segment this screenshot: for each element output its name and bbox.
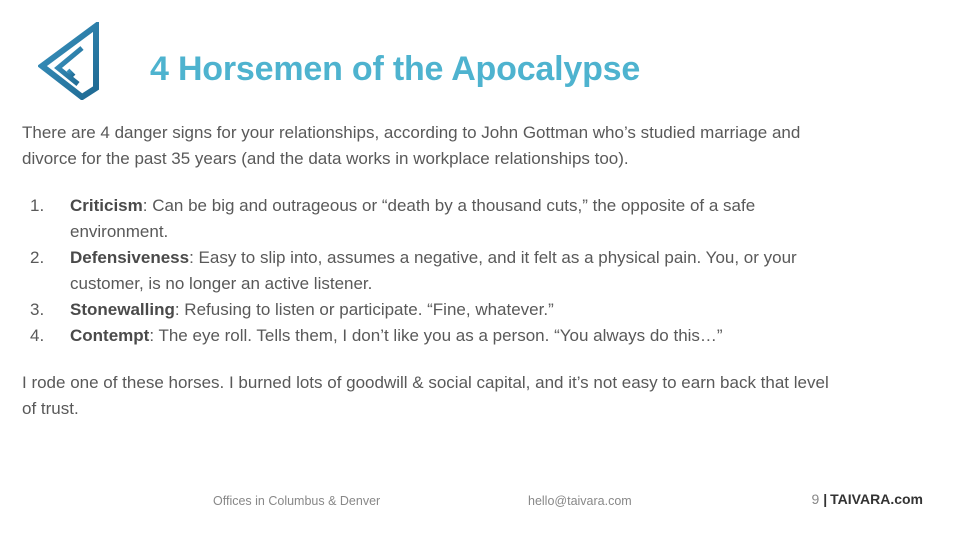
list-text: : Can be big and outrageous or “death by a thousand cuts,” the opposite of a safe environment. (70, 196, 756, 241)
list-term: Defensiveness (70, 248, 190, 267)
closing-paragraph: I rode one of these horses. I burned lots of goodwill & social capital, and it’s not easy to earn back that level of trust. (22, 373, 829, 418)
brand-link[interactable]: TAIVARA.com (830, 491, 923, 507)
list-item (22, 297, 842, 323)
footer-offices: Offices in Columbus & Denver (213, 494, 381, 508)
horsemen-list (22, 193, 842, 349)
footer-brand (811, 491, 923, 507)
taivara-logo-icon (38, 22, 102, 100)
list-term: Stonewalling (70, 300, 175, 319)
list-text: : Easy to slip into, assumes a negative, and it felt as a physical pain. You, or your customer, is no longer an active listener. (70, 248, 797, 293)
list-number: 2. (30, 248, 45, 267)
intro-paragraph: There are 4 danger signs for your relationships, according to John Gottman who’s studied marriage and divorce for the past 35 years (and the data works in workplace relationships too). (22, 123, 801, 168)
list-term: Criticism (70, 196, 143, 215)
footer-email-link[interactable]: hello@taivara.com (528, 494, 632, 508)
list-number: 4. (30, 326, 45, 345)
list-item (22, 323, 842, 349)
list-term: Contempt (70, 326, 150, 345)
list-number: 1. (30, 196, 45, 215)
footer-separator: | (823, 491, 828, 507)
slide-title: 4 Horsemen of the Apocalypse (150, 50, 641, 88)
list-text: : The eye roll. Tells them, I don’t like you as a person. “You always do this…” (149, 326, 723, 345)
list-item (22, 193, 842, 245)
list-item (22, 245, 842, 297)
list-text: : Refusing to listen or participate. “Fine, whatever.” (174, 300, 554, 319)
page-number: 9 (811, 491, 820, 507)
list-number: 3. (30, 300, 45, 319)
